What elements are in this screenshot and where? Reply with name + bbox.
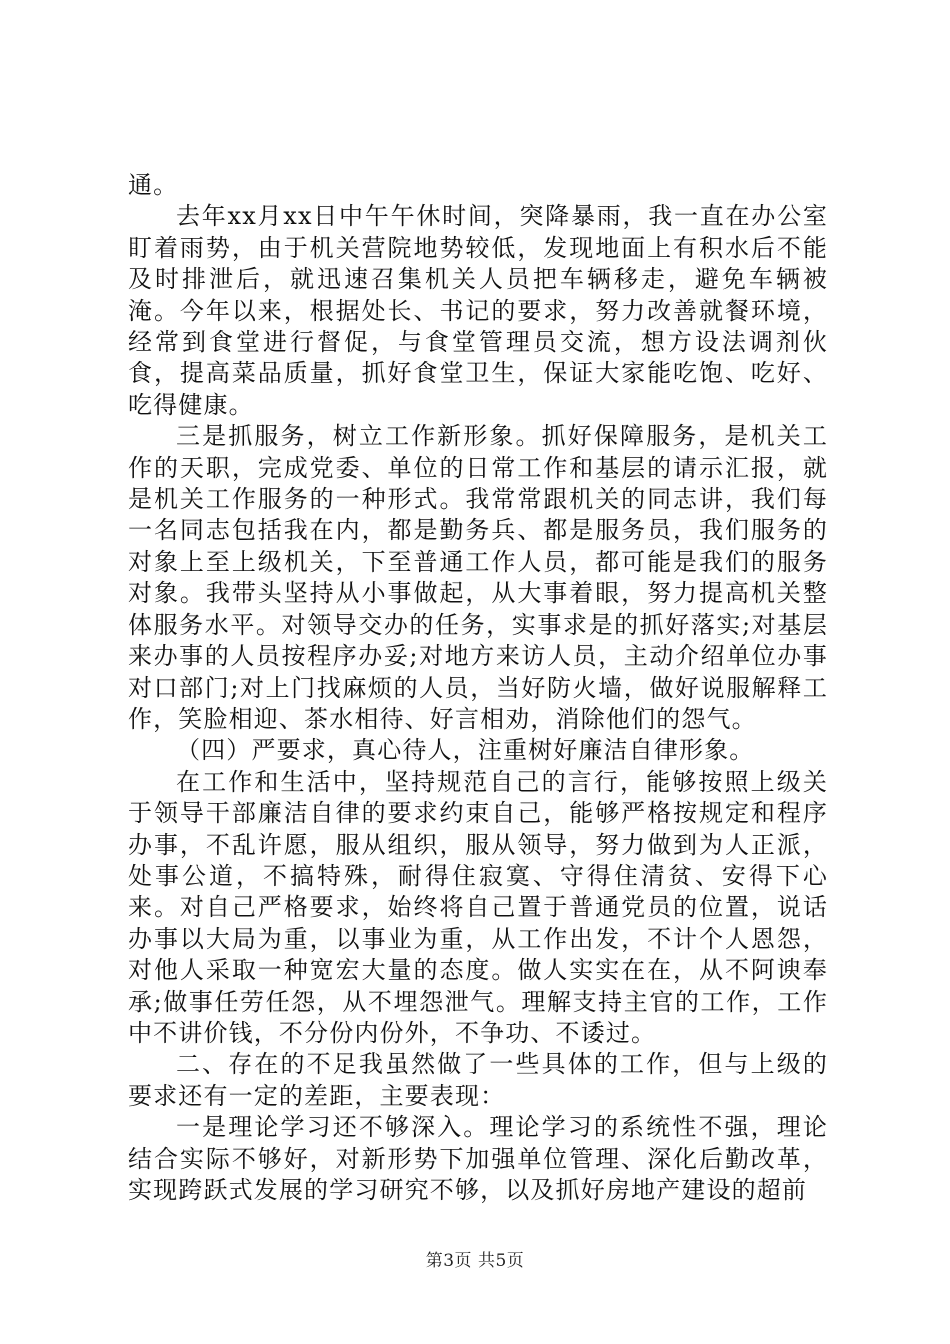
paragraph-service: 三是抓服务，树立工作新形象。抓好保障服务，是机关工作的天职，完成党委、单位的日常工作和基层的请示汇报，就是机关工作服务的一种形式。我常常跟机关的同志讲，我们每一名同志包括我在内，都是勤务兵、都是服务员，我们服务的对象上至上级机关，下至普通工作人员，都可能是我们的服务对象。我带头坚持从小事做起，从大事着眼，努力提高机关整体服务水平。对领导交办的任务，实事求是的抓好落实;对基层来办事的人员按程序办妥;对地方来访人员，主动介绍单位办事对口部门;对上门找麻烦的人员，当好防火墙，做好说服解释工作，笑脸相迎、茶水相待、好言相劝，消除他们的怨气。 (128, 422, 828, 733)
page-number-footer: 第3页 共5页 (425, 1251, 525, 1271)
document-body (128, 170, 828, 1206)
section-heading-shortcomings: 二、存在的不足我虽然做了一些具体的工作，但与上级的要求还有一定的差距，主要表现： (128, 1050, 828, 1110)
paragraph-continuation: 通。 (128, 171, 179, 199)
paragraph-theory-study: 一是理论学习还不够深入。理论学习的系统性不强，理论结合实际不够好，对新形势下加强单位管理、深化后勤改革，实现跨跃式发展的学习研究不够，以及抓好房地产建设的超前 (128, 1113, 828, 1204)
paragraph-integrity: 在工作和生活中，坚持规范自己的言行，能够按照上级关于领导干部廉洁自律的要求约束自己，能够严格按规定和程序办事，不乱许愿，服从组织，服从领导，努力做到为人正派，处事公道，不搞特殊，耐得住寂寞、守得住清贫、安得下心来。对自己严格要求，始终将自己置于普通党员的位置，说话办事以大局为重，以事业为重，从工作出发，不计个人恩怨，对他人采取一种宽宏大量的态度。做人实实在在，从不阿谀奉承;做事任劳任怨，从不埋怨泄气。理解支持主官的工作，工作中不讲价钱，不分份内份外，不争功、不诿过。 (128, 767, 828, 1047)
paragraph-heavy-rain: 去年xx月xx日中午午休时间，突降暴雨，我一直在办公室盯着雨势，由于机关营院地势较低，发现地面上有积水后不能及时排泄后，就迅速召集机关人员把车辆移走，避免车辆被淹。今年以来，根据处长、书记的要求，努力改善就餐环境，经常到食堂进行督促，与食堂管理员交流，想方设法调剂伙食，提高菜品质量，抓好食堂卫生，保证大家能吃饱、吃好、吃得健康。 (128, 202, 828, 419)
section-heading-integrity: （四）严要求，真心待人，注重树好廉洁自律形象。 (176, 736, 755, 765)
